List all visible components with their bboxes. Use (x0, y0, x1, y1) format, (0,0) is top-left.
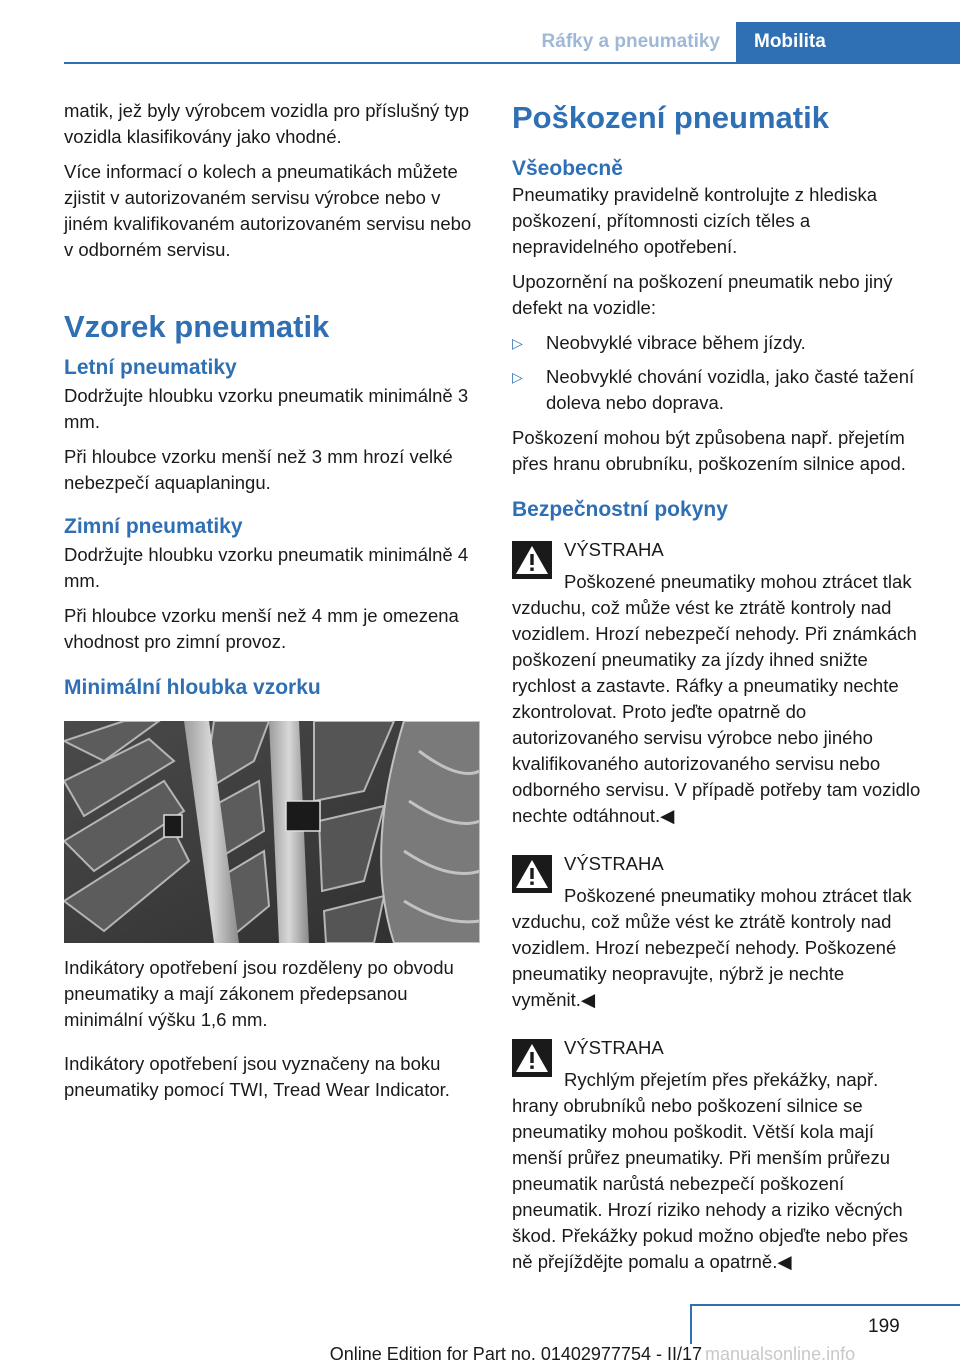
warning-block (512, 851, 928, 1013)
header-section-tab: Ráfky a pneumatiky (541, 31, 720, 52)
watermark: manualsonline.info (705, 1344, 856, 1364)
subheading-winter-tires: Zimní pneumatiky (64, 515, 243, 538)
subheading-safety: Bezpečnostní pokyny (512, 498, 728, 521)
warning-triangle-icon (512, 855, 552, 893)
warning-text: Poškozené pneumatiky mohou ztrácet tlak vzduchu, což může vést ke ztrátě kontroly nad vozidlem. Hrozí nebezpečí nehody. Při známkách poškození pneumatiky za jízdy ihned snižte rychlost a zastavte. Ráfky a pneumatiky nechte zkontrolovat. Proto jeďte opatrně do autorizovaného servisu výrobce nebo jiného kvalifikovaného autorizovaného servisu nebo odborného servisu. V případě potřeby tam vozidlo nechte odtáhnout.◀ (512, 571, 921, 826)
edition-note: Online Edition for Part no. 01402977754 - II/17 (329, 1344, 702, 1364)
right-column (512, 98, 928, 1285)
intro-paragraph-1: matik, jež byly výrobcem vozidla pro příslušný typ vozidla klasifikovány jako vhodné. (64, 100, 470, 147)
header-rule (64, 62, 960, 64)
section-title-damage: Poškození pneumatik (512, 100, 829, 135)
min-depth-paragraph-1: Indikátory opotřebení jsou rozděleny po obvodu pneumatiky a mají zákonem předepsanou minimální výšku 1,6 mm. (64, 957, 454, 1030)
warning-text: Poškozené pneumatiky mohou ztrácet tlak vzduchu, což může vést ke ztrátě kontroly nad vozidlem. Hrozí nebezpečí nehody. Poškozené pneumatiky neopravujte, nýbrž je nechte vyměnit.◀ (512, 885, 912, 1010)
intro-paragraph-2: Více informací o kolech a pneumatikách můžete zjistit v autorizovaném servisu výrobce nebo v jiném kvalifikovaném autorizovaném servisu nebo v odborném servisu. (64, 161, 472, 260)
summer-paragraph-1: Dodržujte hloubku vzorku pneumatik minimálně 3 mm. (64, 385, 469, 432)
left-column (64, 98, 480, 1112)
subheading-min-depth: Minimální hloubka vzorku (64, 676, 321, 699)
winter-paragraph-1: Dodržujte hloubku vzorku pneumatik minimálně 4 mm. (64, 544, 469, 591)
general-paragraph-1: Pneumatiky pravidelně kontrolujte z hlediska poškození, přítomnosti cizích těles a nepravidelného opotřebení. (512, 184, 878, 257)
warning-label: VÝSTRAHA (564, 539, 664, 560)
winter-paragraph-2: Při hloubce vzorku menší než 4 mm je omezena vhodnost pro zimní provoz. (64, 605, 459, 652)
warning-triangle-icon (512, 1039, 552, 1077)
subheading-general: Všeobecně (512, 157, 623, 180)
section-title-tread: Vzorek pneumatik (64, 309, 330, 344)
warning-label: VÝSTRAHA (564, 853, 664, 874)
header-chapter-tab: Mobilita (736, 22, 960, 62)
footer-rule (690, 1304, 960, 1306)
list-item: ▷ Neobvyklé chování vozidla, jako časté tažení doleva nebo doprava. (512, 366, 915, 413)
subheading-summer-tires: Letní pneumatiky (64, 356, 237, 379)
warning-label: VÝSTRAHA (564, 1037, 664, 1058)
general-paragraph-2: Upozornění na poškození pneumatik nebo jiný defekt na vozidle: (512, 271, 893, 318)
warning-block (512, 537, 928, 829)
warning-block (512, 1035, 928, 1275)
warning-text: Rychlým přejetím přes překážky, např. hrany obrubníků nebo poškození silnice se pneumatiky mohou poškodit. Větší kola mají menší průřez pneumatiky. Při menším průřezu pneumatik narůstá nebezpečí poškození pneumatik. Hrozí riziko nehody a riziko věcných škod. Překážky pokud možno objeďte nebo přes ně přejíždějte pomalu a opatrně.◀ (512, 1069, 908, 1272)
footer-rule-vertical (690, 1304, 692, 1344)
damage-signs-list (512, 330, 928, 416)
list-item: ▷ Neobvyklé vibrace během jízdy. (512, 330, 928, 356)
tire-tread-wear-indicator-illustration (64, 721, 480, 943)
general-paragraph-3: Poškození mohou být způsobena např. přejetím přes hranu obrubníku, poškozením silnice apod. (512, 427, 906, 474)
summer-paragraph-2: Při hloubce vzorku menší než 3 mm hrozí velké nebezpečí aquaplaningu. (64, 446, 453, 493)
triangle-bullet-icon: ▷ (512, 335, 523, 351)
page-number: 199 (868, 1316, 900, 1337)
min-depth-paragraph-2: Indikátory opotřebení jsou vyznačeny na boku pneumatiky pomocí TWI, Tread Wear Indicator. (64, 1053, 450, 1100)
warning-triangle-icon (512, 541, 552, 579)
triangle-bullet-icon: ▷ (512, 369, 523, 385)
